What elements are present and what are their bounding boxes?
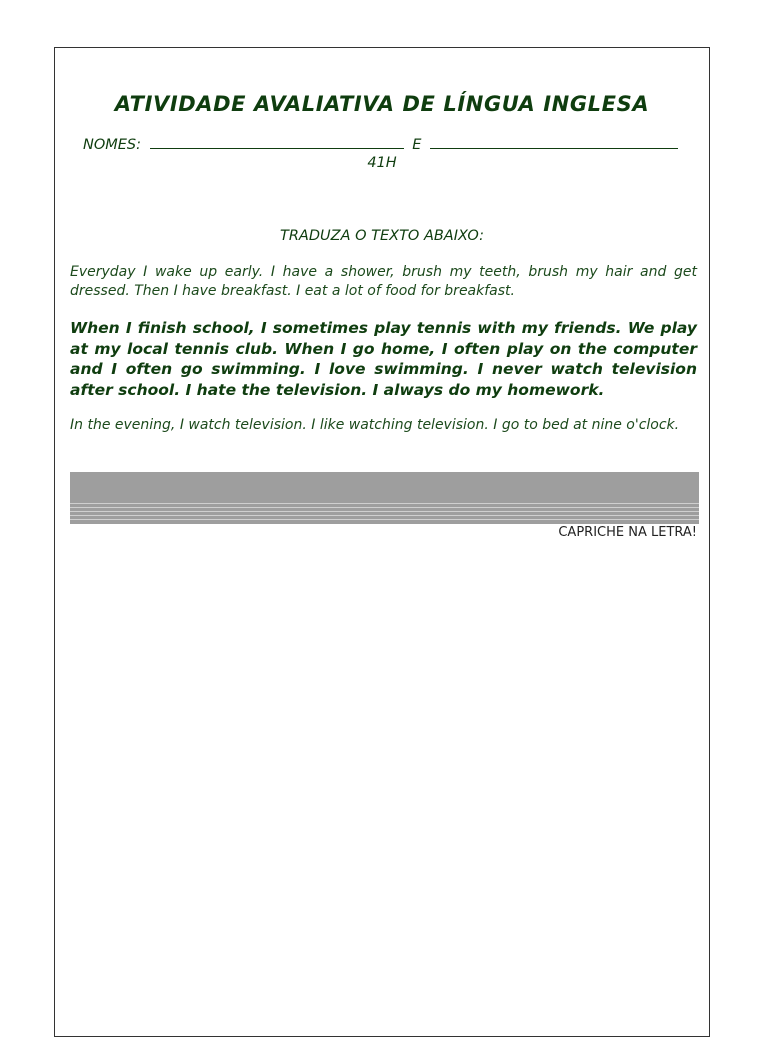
worksheet-title: ATIVIDADE AVALIATIVA DE LÍNGUA INGLESA <box>114 92 650 116</box>
answer-line <box>70 507 699 508</box>
names-label: NOMES: <box>83 137 142 153</box>
worksheet-page <box>54 47 710 1037</box>
paragraph-2: When I finish school, I sometimes play tennis with my friends. We play at my local tennis club. When I go home, I often play on the computer and I often go swimming. I love swimming. I never watch television after school. I hate the television. I always do my homework. <box>70 319 697 399</box>
names-connector: E <box>412 137 422 153</box>
class-code: 41H <box>367 155 397 171</box>
name-blank-2[interactable] <box>430 136 678 149</box>
answer-line <box>70 503 699 504</box>
paragraph-3: In the evening, I watch television. I like watching television. I go to bed at nine o'clock. <box>70 417 680 433</box>
answer-line <box>70 515 699 516</box>
answer-line <box>70 511 699 512</box>
footer-note: CAPRICHE NA LETRA! <box>558 525 697 540</box>
instruction-heading: TRADUZA O TEXTO ABAIXO: <box>280 228 484 244</box>
answer-area[interactable] <box>70 472 699 524</box>
name-blank-1[interactable] <box>150 136 404 149</box>
paragraph-1: Everyday I wake up early. I have a shower, brush my teeth, brush my hair and get dressed. Then I have breakfast. I eat a lot of food for breakfast. <box>70 264 697 299</box>
names-row <box>83 136 678 153</box>
answer-line <box>70 519 699 520</box>
